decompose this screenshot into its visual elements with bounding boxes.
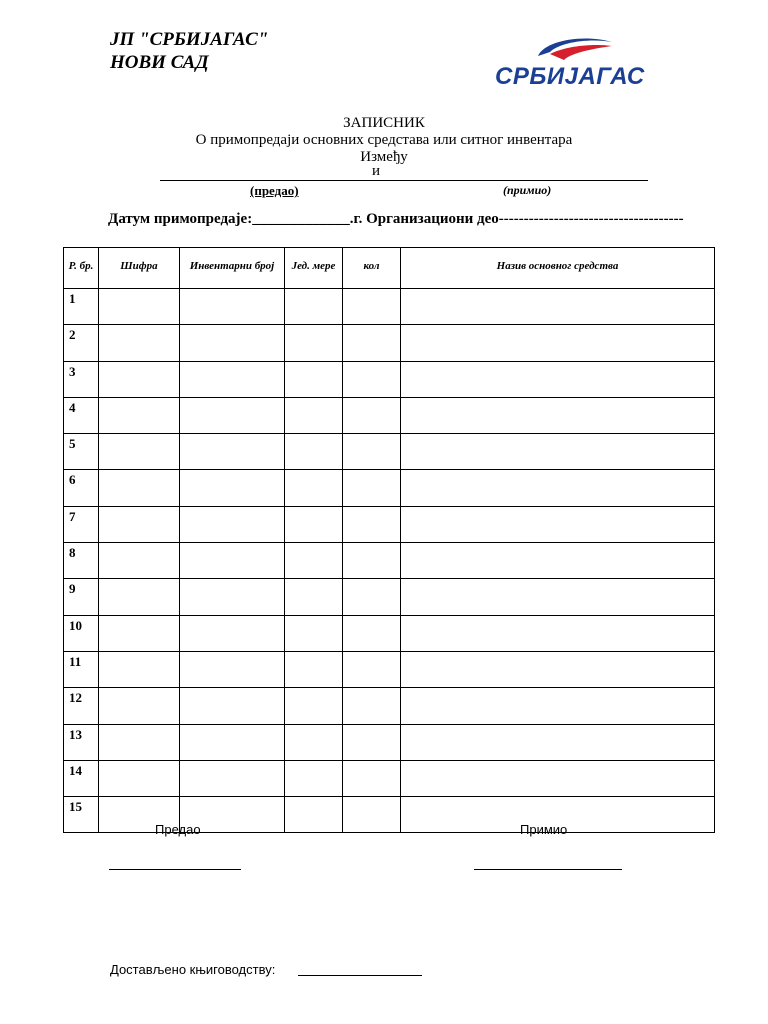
col-code-header: Шифра: [99, 248, 180, 289]
table-row: [64, 688, 715, 724]
unit-cell[interactable]: [285, 688, 343, 724]
code-cell[interactable]: [99, 724, 180, 760]
table-row: [64, 289, 715, 325]
col-unit-header: Јед. мере: [285, 248, 343, 289]
inventory-table: [63, 247, 715, 833]
table-row: [64, 615, 715, 651]
row-number-cell: 6: [64, 470, 99, 506]
asset-name-cell[interactable]: [401, 579, 715, 615]
unit-cell[interactable]: [285, 361, 343, 397]
gave-signature-label: Предао: [155, 822, 201, 837]
row-number-cell: 11: [64, 651, 99, 687]
unit-cell[interactable]: [285, 760, 343, 796]
table-row: [64, 760, 715, 796]
code-cell[interactable]: [99, 325, 180, 361]
inventory-number-cell[interactable]: [180, 506, 285, 542]
delivered-signature-line[interactable]: [298, 975, 422, 976]
received-signature-label: Примио: [520, 822, 568, 837]
inventory-number-cell[interactable]: [180, 651, 285, 687]
inventory-number-cell[interactable]: [180, 688, 285, 724]
table-row: [64, 724, 715, 760]
row-number-cell: 8: [64, 543, 99, 579]
col-inventory-number-header: Инвентарни број: [180, 248, 285, 289]
parties-line: [160, 163, 648, 181]
unit-cell[interactable]: [285, 470, 343, 506]
asset-name-cell[interactable]: [401, 651, 715, 687]
asset-name-cell[interactable]: [401, 434, 715, 470]
row-number-cell: 10: [64, 615, 99, 651]
unit-cell[interactable]: [285, 797, 343, 833]
received-caption: (примио): [503, 183, 552, 197]
inventory-number-cell[interactable]: [180, 470, 285, 506]
unit-cell[interactable]: [285, 543, 343, 579]
quantity-cell[interactable]: [343, 397, 401, 433]
delivered-to-accounting-label: Достављено књиговодству:: [110, 962, 276, 977]
code-cell[interactable]: [99, 615, 180, 651]
code-cell[interactable]: [99, 289, 180, 325]
asset-name-cell[interactable]: [401, 615, 715, 651]
unit-cell[interactable]: [285, 579, 343, 615]
asset-name-cell[interactable]: [401, 470, 715, 506]
table-row: [64, 543, 715, 579]
asset-name-cell[interactable]: [401, 688, 715, 724]
col-number-header: Р. бр.: [64, 248, 99, 289]
inventory-number-cell[interactable]: [180, 397, 285, 433]
document-title: ЗАПИСНИК: [343, 115, 425, 131]
table-row: [64, 651, 715, 687]
row-number-cell: 13: [64, 724, 99, 760]
row-number-cell: 5: [64, 434, 99, 470]
quantity-cell[interactable]: [343, 506, 401, 542]
code-cell[interactable]: [99, 543, 180, 579]
table-row: [64, 325, 715, 361]
quantity-cell[interactable]: [343, 361, 401, 397]
and-label: и: [372, 163, 381, 179]
quantity-cell[interactable]: [343, 325, 401, 361]
quantity-cell[interactable]: [343, 651, 401, 687]
inventory-number-cell[interactable]: [180, 325, 285, 361]
quantity-cell[interactable]: [343, 724, 401, 760]
table-row: [64, 506, 715, 542]
logo-text: СРБИЈАГАС: [495, 63, 645, 90]
inventory-number-cell[interactable]: [180, 724, 285, 760]
row-number-cell: 12: [64, 688, 99, 724]
company-line-1: ЈП "СРБИЈАГАС": [110, 29, 269, 50]
col-quantity-header: кол: [343, 248, 401, 289]
quantity-cell[interactable]: [343, 797, 401, 833]
asset-name-cell[interactable]: [401, 325, 715, 361]
company-name: [110, 28, 268, 74]
asset-name-cell[interactable]: [401, 361, 715, 397]
unit-cell[interactable]: [285, 397, 343, 433]
col-asset-name-header: Назив основног средства: [401, 248, 715, 289]
table-body: [64, 289, 715, 833]
row-number-cell: 7: [64, 506, 99, 542]
row-number-cell: 15: [64, 797, 99, 833]
row-number-cell: 9: [64, 579, 99, 615]
quantity-cell[interactable]: [343, 760, 401, 796]
code-cell[interactable]: [99, 361, 180, 397]
asset-name-cell[interactable]: [401, 506, 715, 542]
gave-caption: (предао): [250, 183, 299, 198]
inventory-number-cell[interactable]: [180, 579, 285, 615]
table-row: [64, 361, 715, 397]
between-label: Између: [360, 149, 408, 165]
quantity-cell[interactable]: [343, 688, 401, 724]
date-org-row: Датум примопредаје:_____________.г. Организациони део-------------------------------------: [108, 211, 684, 227]
code-cell[interactable]: [99, 579, 180, 615]
quantity-cell[interactable]: [343, 470, 401, 506]
inventory-number-cell[interactable]: [180, 434, 285, 470]
row-number-cell: 4: [64, 397, 99, 433]
asset-name-cell[interactable]: [401, 543, 715, 579]
unit-cell[interactable]: [285, 615, 343, 651]
quantity-cell[interactable]: [343, 615, 401, 651]
code-cell[interactable]: [99, 397, 180, 433]
code-cell[interactable]: [99, 470, 180, 506]
unit-cell[interactable]: [285, 325, 343, 361]
gave-signature-line[interactable]: [109, 869, 241, 870]
row-number-cell: 14: [64, 760, 99, 796]
inventory-number-cell[interactable]: [180, 289, 285, 325]
quantity-cell[interactable]: [343, 289, 401, 325]
srbijagas-logo: [490, 34, 650, 96]
inventory-number-cell[interactable]: [180, 615, 285, 651]
unit-cell[interactable]: [285, 724, 343, 760]
asset-name-cell[interactable]: [401, 724, 715, 760]
table-row: [64, 470, 715, 506]
table-row: [64, 397, 715, 433]
unit-cell[interactable]: [285, 651, 343, 687]
asset-name-cell[interactable]: [401, 289, 715, 325]
asset-name-cell[interactable]: [401, 760, 715, 796]
code-cell[interactable]: [99, 651, 180, 687]
quantity-cell[interactable]: [343, 434, 401, 470]
unit-cell[interactable]: [285, 506, 343, 542]
row-number-cell: 1: [64, 289, 99, 325]
table-row: [64, 579, 715, 615]
code-cell[interactable]: [99, 688, 180, 724]
row-number-cell: 3: [64, 361, 99, 397]
quantity-cell[interactable]: [343, 543, 401, 579]
document-subtitle: О примопредаји основних средстава или ситног инвентара: [195, 132, 573, 148]
inventory-number-cell[interactable]: [180, 760, 285, 796]
received-signature-line[interactable]: [474, 869, 622, 870]
company-line-2: НОВИ САД: [110, 52, 209, 73]
code-cell[interactable]: [99, 434, 180, 470]
quantity-cell[interactable]: [343, 579, 401, 615]
code-cell[interactable]: [99, 506, 180, 542]
inventory-number-cell[interactable]: [180, 543, 285, 579]
table-row: [64, 434, 715, 470]
unit-cell[interactable]: [285, 289, 343, 325]
inventory-number-cell[interactable]: [180, 361, 285, 397]
code-cell[interactable]: [99, 760, 180, 796]
row-number-cell: 2: [64, 325, 99, 361]
unit-cell[interactable]: [285, 434, 343, 470]
table-header-row: [64, 248, 715, 289]
asset-name-cell[interactable]: [401, 397, 715, 433]
